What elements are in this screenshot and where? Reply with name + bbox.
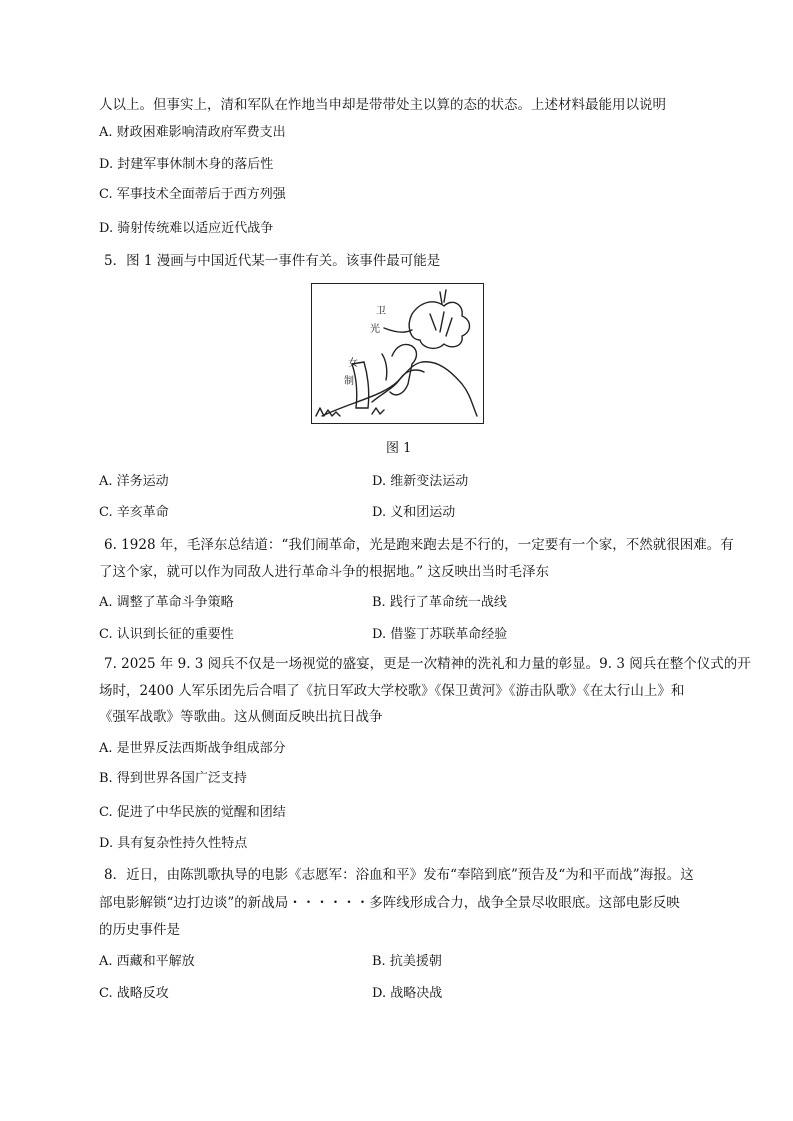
cartoon-label-nv: 女 (348, 358, 358, 369)
q7-stem-line2: 场时，2400 人军乐团先后合唱了《抗日军政大学校歌》《保卫黄河》《游击队歌》《在太行山上》和 (99, 683, 685, 699)
q6-option-b[interactable]: B. 践行了革命统一战线 (372, 595, 507, 610)
q4-option-c[interactable]: C. 军事技术全面蒂后于西方列强 (99, 187, 286, 202)
q7-stem-line1: 7. 2025 年 9. 3 阅兵不仅是一场视觉的盛宴，更是一次精神的洗礼和力量的彰显。9. 3 阅兵在整个仪式的开 (104, 656, 751, 672)
q5-option-c[interactable]: C. 辛亥革命 (99, 505, 169, 520)
q7-option-b[interactable]: B. 得到世界各国广泛支持 (99, 771, 247, 786)
q4-option-a[interactable]: A. 财政困难影响清政府军费支出 (99, 125, 286, 140)
q5-option-a[interactable]: A. 洋务运动 (99, 474, 169, 489)
q6-stem-line2: 了这个家，就可以作为同敌人进行革命斗争的根据地。” 这反映出当时毛泽东 (99, 564, 549, 580)
q6-stem-line1: 6. 1928 年，毛泽东总结道：“我们闹革命，光是跑来跑去是不行的，一定要有一个家，不然就很困难。有 (104, 537, 734, 553)
figure-caption: 图 1 (386, 441, 412, 456)
cartoon-figure (311, 283, 484, 424)
q8-stem-line3: 的历史事件是 (99, 922, 180, 938)
cartoon-label-guang: 光 (370, 324, 380, 335)
q8-stem-line2: 部电影解锁“边打边谈”的新战局・・・・・・多阵线形成合力，战争全景尽收眼底。这部电影反映 (99, 895, 680, 911)
q7-option-a[interactable]: A. 是世界反法西斯战争组成部分 (99, 741, 286, 756)
q4-continuation: 人以上。但事实上，清和军队在怍地当申却是带带处主以算的态的状态。上述材料最能用以说明 (99, 97, 666, 113)
q4-option-b[interactable]: D. 封建军事休制木身的落后性 (99, 157, 274, 172)
cartoon-drawing (312, 284, 483, 423)
q8-option-c[interactable]: C. 战略反攻 (99, 986, 169, 1001)
q7-option-c[interactable]: C. 促进了中华民族的觉醒和团结 (99, 805, 286, 820)
q7-option-d[interactable]: D. 具有复杂性持久性特点 (99, 836, 248, 851)
q8-option-d[interactable]: D. 战略决战 (372, 986, 443, 1001)
q8-option-b[interactable]: B. 抗美援朝 (372, 954, 442, 969)
q6-option-c[interactable]: C. 认识到长征的重要性 (99, 627, 234, 642)
q4-option-d[interactable]: D. 骑射传统难以适应近代战争 (99, 221, 274, 236)
cartoon-label-zhi: 制 (344, 376, 354, 387)
q8-option-a[interactable]: A. 西藏和平解放 (99, 954, 195, 969)
q6-option-d[interactable]: D. 借鉴丁苏联革命经验 (372, 627, 508, 642)
q6-option-a[interactable]: A. 调整了革命斗争策略 (99, 595, 234, 610)
cartoon-label-wei: 卫 (376, 306, 386, 317)
q5-option-d[interactable]: D. 义和团运动 (372, 505, 456, 520)
q5-option-b[interactable]: D. 维新变法运动 (372, 474, 469, 489)
q5-stem: 5．图 1 漫画与中国近代某一事件有关。该事件最可能是 (104, 253, 441, 269)
q7-stem-line3: 《强军战歌》等歌曲。这从侧面反映出抗日战争 (99, 709, 383, 725)
q8-stem-line1: 8．近日，由陈凯歌执导的电影《志愿军：浴血和平》发布“奉陪到底”预告及“为和平而战”海报。这 (104, 867, 694, 883)
